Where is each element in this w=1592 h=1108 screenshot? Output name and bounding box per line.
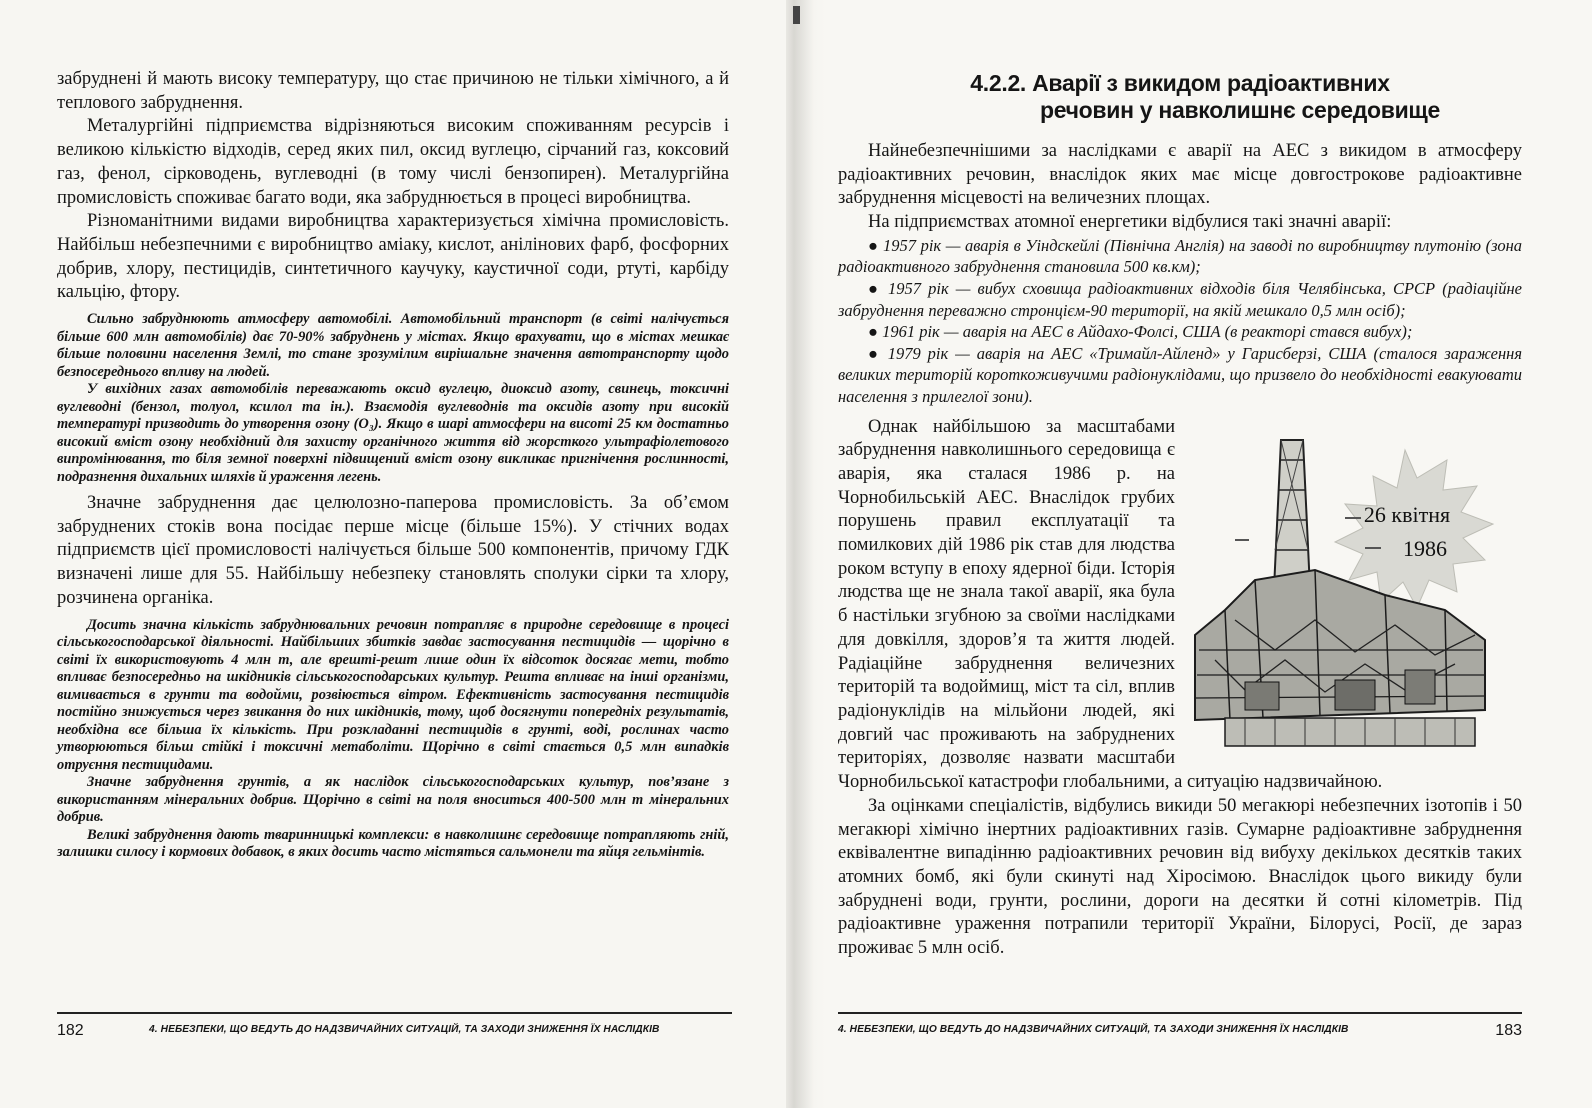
note-paragraph: Досить значна кількість забруднювальних речовин потрапляє в природне середовище в процесі сільськогосподарської діяльності. Найбільших збитків завдає застосування пестицидів — щорічно в світі їх використовують 4 млн т, але врешті-решт лише один їх відсоток досягає мети, тобто впливає безпосередньо на шкідників сільськогосподарських культур. Решта впливає на інші організми, вимивається в грунти та водойми, розвіюється вітром. Ефективність застосування пестицидів постійно знижується через звикання до них шкідників, тому, щоб досягнути попередніх результатів, необхідна все більша їх кількість. При розкладанні пестицидів в грунті, воді, рослинах часто утворюються більш стійкі і токсичні метаболіти. Щорічно в світі стається 0,5 млн випадків отруєння пестицидами. [57, 616, 729, 773]
paragraph: Значне забруднення дає целюлозно-паперова промисловість. За об’ємом забруднених стоків вона посідає перше місце (більше 15%). У стічних водах підприємств цієї промисловості налічується більше 500 компонентів, причому ГДК визначені лише для 55. Найбільшу небезпеку становлять сполуки сірки та хлору, розчинена органіка. [57, 493, 729, 608]
bullet-icon: ● [868, 322, 883, 342]
left-footer [57, 1012, 732, 1044]
bullet-icon: ● [868, 279, 889, 298]
section-heading [838, 70, 1522, 124]
right-footer [838, 1012, 1522, 1044]
paragraph: За оцінками спеціалістів, відбулись викиди 50 мегакюрі небезпечних ізотопів і 50 мегакюрі хімічно інертних радіоактивних газів. Сумарне радіоактивне забруднення еквівалентне випадінню радіоактивних речовин від вибуху декількох десятків таких атомних бомб, які були скинуті над Хіросімою. Внаслідок цього викиду були забруднені води, грунти, рослини, дороги на десятки й сотні кілометрів. Під радіоактивне ураження потрапили території України, Білорусі, Росії, де зараз проживає 5 млн осіб. [838, 795, 1522, 959]
page-number: 182 [57, 1022, 84, 1039]
list-item-text: 1979 рік — аварія на АЕС «Тримайл-Айленд» у Гарисберзі, США (сталося зараження великих територій короткоживучими радіонуклідами, що призвело до необхідності евакуювати населення з прилеглої зони). [838, 343, 1523, 406]
note-paragraph: У вихідних газах автомобілів переважають оксид вуглецю, диоксид азоту, свинець, токсичні вуглеводні (бензол, толуол, ксилол та ін.). Взаємодія вуглеводнів та оксидів азоту при високій температурі призводить до утворення озону (O₃). Якщо в шарі атмосфери на висоті 25 км достатньо високий вміст озону необхідний для захисту органічного життя від жорсткого ультрафіолетового випромінювання, то біля земної поверхні підвищений вміст озону викликає пригнічення рослинності, подразнення дихальних шляхів й ураження легень. [57, 381, 729, 485]
chernobyl-reactor-illustration [1185, 420, 1530, 750]
paragraph: забруднені й мають високу температуру, що стає причиною не тільки хімічного, а й теплового забруднення. [57, 69, 729, 113]
image-year-label: 1986 [1403, 535, 1447, 561]
gutter-mark [793, 6, 800, 24]
bullet-icon: ● [868, 343, 888, 363]
chernobyl-section [838, 416, 1522, 795]
bullet-icon: ● [868, 235, 884, 255]
right-page [790, 0, 1592, 1108]
paragraph: Різноманітними видами виробництва характеризується хімічна промисловість. Найбільш небезпечними є виробництво аміаку, кислот, анілінових фарб, фосфорних добрив, хлору, пестицидів, синтетичного каучуку, каустичної соди, ртуті, карбіду кальцію, фтору. [57, 211, 729, 303]
right-text-column [838, 68, 1522, 961]
paragraph: Найнебезпечнішими за наслідками є аварії на АЕС з викидом в атмосферу радіоактивних речовин, внаслідок яких має місце довгострокове радіоактивне забруднення місцевості на величезних площах. [838, 141, 1522, 209]
note-paragraph: Сильно забруднюють атмосферу автомобілі. Автомобільний транспорт (в світі налічується більше 600 млн автомобілів) дає 70-90% забруднень у містах. Якщо врахувати, що в містах мешкає більше половини населення Землі, то стане зрозумілим вирішальне значення автотранспорту щодо безпосереднього впливу на людей. [57, 311, 729, 380]
list-item-text: 1957 рік — вибух сховища радіоактивних відходів біля Челябінська, СРСР (радіаційне забруднення переважно стронцієм-90 території, на якій мешкало 0,5 млн осіб); [838, 279, 1522, 320]
paragraph: Однак найбільшою за масштабами забруднення навколишнього середовища є аварія, яка сталася 1986 р. на Чорнобильській АЕС. Внаслідок грубих порушень правил експлуатації та помилкових дій 1986 рік став для людства роком вступу в епоху ядерної біди. Історія людства ще не знала такої аварії, яка була б настільки згубною за своїми наслідками для довкілля, здоров’я та життя людей. Радіаційне забруднення величезних територій та водоймищ, міст та сіл, вплив радіонуклідів на мільйони людей, які довгий час проживають на забруднених територіях, дозволяє назвати масштаби Чорнобильської катастрофи глобальними, а ситуацію надзвичайною. [838, 416, 1383, 793]
note-paragraph: Значне забруднення грунтів, а як наслідок сільськогосподарських культур, пов’язане з використанням мінеральних добрив. Щорічно в світі на поля вноситься 400-500 млн т мінеральних добрив. [57, 774, 729, 826]
book-gutter [786, 0, 826, 1108]
list-item-text: 1957 рік — аварія в Уіндскейлі (Північна Англія) на заводі по виробництву плутонію (зона радіоактивного забруднення становила 500 кв.км); [838, 235, 1523, 277]
list-item [838, 321, 1522, 343]
section-heading-line2: речовин у навколишнє середовище [1039, 97, 1441, 123]
list-item-text: 1961 рік — аварія на АЕС в Айдахо-Фолсі, США (в реакторі стався вибух); [882, 322, 1413, 342]
list-item [838, 235, 1522, 278]
left-page [0, 0, 790, 1108]
page-number: 183 [1495, 1022, 1522, 1039]
list-item [838, 278, 1522, 321]
section-heading-line1: 4.2.2. Аварії з викидом радіоактивних [970, 70, 1390, 96]
note-paragraph: Великі забруднення дають тваринницькі комплекси: в навколишнє середовище потрапляють гній, залишки силосу і кормових добавок, в яких досить часто містяться сальмонели та яйця гельмінтів. [57, 826, 729, 861]
image-date-label: 26 квітня [1363, 501, 1451, 527]
left-text-column [57, 68, 729, 862]
list-item [838, 343, 1522, 408]
running-footer-title: 4. НЕБЕЗПЕКИ, ЩО ВЕДУТЬ ДО НАДЗВИЧАЙНИХ СИТУАЦІЙ, ТА ЗАХОДИ ЗНИЖЕННЯ ЇХ НАСЛІДКІВ [838, 1024, 1349, 1035]
running-footer-title: 4. НЕБЕЗПЕКИ, ЩО ВЕДУТЬ ДО НАДЗВИЧАЙНИХ СИТУАЦІЙ, ТА ЗАХОДИ ЗНИЖЕННЯ ЇХ НАСЛІДКІВ [149, 1024, 660, 1035]
paragraph: Металургійні підприємства відрізняються високим споживанням ресурсів і великою кількістю відходів, серед яких пил, оксид вуглецю, сірчаний газ, коксовий газ, фенол, сірководень, вуглеводні (в тому числі бензопирен). Металургійна промисловість споживає багато води, яка забруднюється в процесі виробництва. [57, 116, 729, 208]
paragraph: На підприємствах атомної енергетики відбулися такі значні аварії: [868, 212, 1392, 233]
